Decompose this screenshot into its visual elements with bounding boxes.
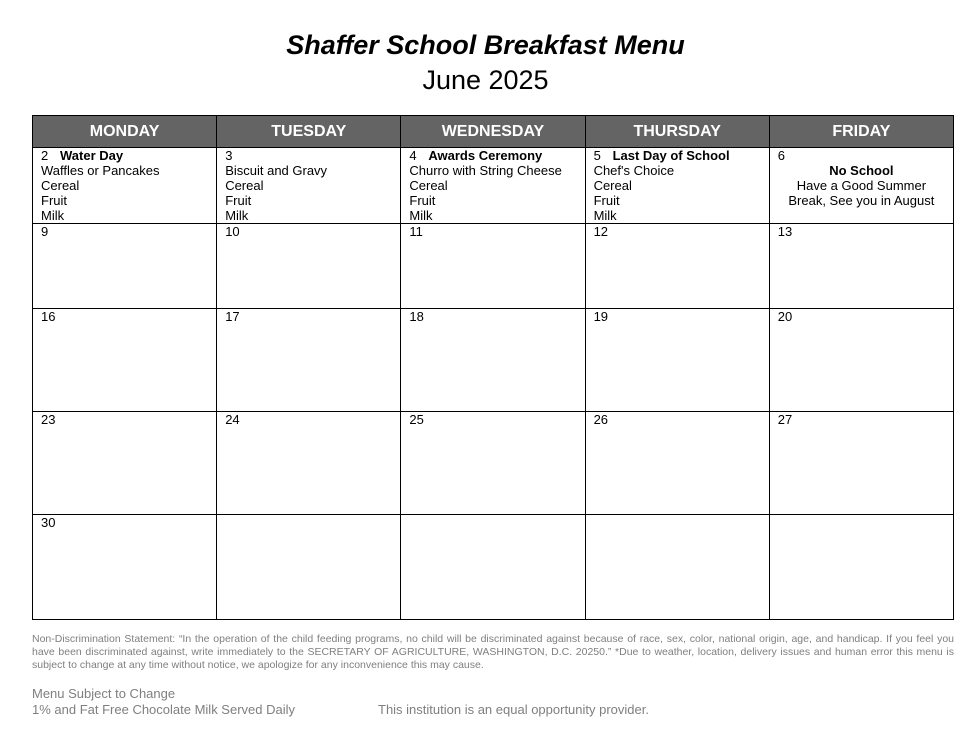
day-number: 25	[409, 412, 424, 427]
day-number: 3	[225, 148, 233, 163]
day-number: 16	[41, 309, 56, 324]
menu-item: Milk	[593, 208, 617, 223]
calendar-table	[32, 115, 954, 620]
week-row	[33, 515, 954, 620]
menu-item: Biscuit and Gravy	[225, 163, 328, 178]
header-friday: FRIDAY	[769, 116, 953, 148]
day-number: 5	[593, 148, 601, 163]
equal-opportunity-note: This institution is an equal opportunity provider.	[378, 702, 649, 717]
menu-item: Fruit	[225, 193, 252, 208]
day-cell	[33, 148, 217, 224]
day-cell	[401, 224, 585, 309]
day-number: 19	[593, 309, 609, 324]
no-school-heading: No School	[829, 163, 894, 178]
menu-item: Fruit	[593, 193, 620, 208]
day-cell	[769, 412, 953, 515]
day-cell	[33, 309, 217, 412]
day-number: 9	[41, 224, 49, 239]
day-cell	[401, 309, 585, 412]
menu-item: Milk	[225, 208, 249, 223]
day-number: 26	[593, 412, 609, 427]
menu-item: Churro with String Cheese	[409, 163, 562, 178]
week-row	[33, 224, 954, 309]
day-number: 10	[225, 224, 240, 239]
milk-note: 1% and Fat Free Chocolate Milk Served Daily	[32, 702, 296, 717]
day-cell	[769, 224, 953, 309]
menu-item: Cereal	[593, 178, 632, 193]
day-event: Awards Ceremony	[428, 148, 543, 163]
menu-item: Milk	[409, 208, 433, 223]
day-number: 30	[41, 515, 56, 530]
week-row	[33, 412, 954, 515]
day-cell	[585, 148, 769, 224]
day-cell	[217, 515, 401, 620]
day-number: 20	[777, 309, 793, 324]
day-number: 23	[41, 412, 56, 427]
friday-note: Have a Good Summer	[796, 178, 927, 193]
day-cell	[217, 412, 401, 515]
header-wednesday: WEDNESDAY	[401, 116, 585, 148]
header-thursday: THURSDAY	[585, 116, 769, 148]
week-row	[33, 148, 954, 224]
day-cell	[769, 309, 953, 412]
menu-title: Shaffer School Breakfast Menu	[286, 30, 685, 60]
day-cell	[217, 309, 401, 412]
day-cell	[33, 224, 217, 309]
day-event: Water Day	[60, 148, 124, 163]
menu-item: Fruit	[41, 193, 67, 208]
day-cell	[401, 148, 585, 224]
day-cell	[769, 148, 953, 224]
day-number: 18	[409, 309, 424, 324]
day-cell	[217, 224, 401, 309]
day-cell	[33, 515, 217, 620]
week-row	[33, 309, 954, 412]
menu-item: Cereal	[409, 178, 448, 193]
day-number: 6	[777, 148, 785, 163]
menu-month: June 2025	[422, 65, 549, 95]
menu-item: Cereal	[41, 178, 80, 193]
day-number: 2	[41, 148, 49, 163]
day-number: 4	[409, 148, 417, 163]
menu-item: Chef's Choice	[593, 163, 675, 178]
menu-item: Milk	[41, 208, 65, 223]
weekday-header-row	[33, 116, 954, 148]
menu-item: Fruit	[409, 193, 436, 208]
friday-note: Break, See you in August	[788, 193, 935, 208]
day-number: 27	[777, 412, 793, 427]
day-cell	[585, 224, 769, 309]
header-tuesday: TUESDAY	[217, 116, 401, 148]
day-cell	[769, 515, 953, 620]
non-discrimination-statement: Non-Discrimination Statement: “In the operation of the child feeding programs, no child will be discriminated against because of race, sex, color, national origin, age, and handicap. If you feel you have been discriminated against, write immediately to the SECRETARY OF AGRICULTURE, WASHINGTON, D.C. 20250.” *Due to weather, location, delivery issues and human error this menu is subject to change at any time without notice, we apologize for any inconvenience this may cause.	[32, 633, 954, 671]
day-cell	[217, 148, 401, 224]
menu-item: Cereal	[225, 178, 264, 193]
day-cell	[585, 412, 769, 515]
subject-to-change-note: Menu Subject to Change	[32, 686, 176, 701]
day-number: 12	[593, 224, 609, 239]
menu-item: Waffles or Pancakes	[41, 163, 160, 178]
day-number: 17	[225, 309, 240, 324]
day-number: 11	[409, 224, 423, 239]
day-cell	[401, 515, 585, 620]
day-number: 13	[777, 224, 793, 239]
day-cell	[33, 412, 217, 515]
day-cell	[585, 515, 769, 620]
day-event: Last Day of School	[612, 148, 730, 163]
header-monday: MONDAY	[33, 116, 217, 148]
day-number: 24	[225, 412, 240, 427]
day-cell	[585, 309, 769, 412]
day-cell	[401, 412, 585, 515]
